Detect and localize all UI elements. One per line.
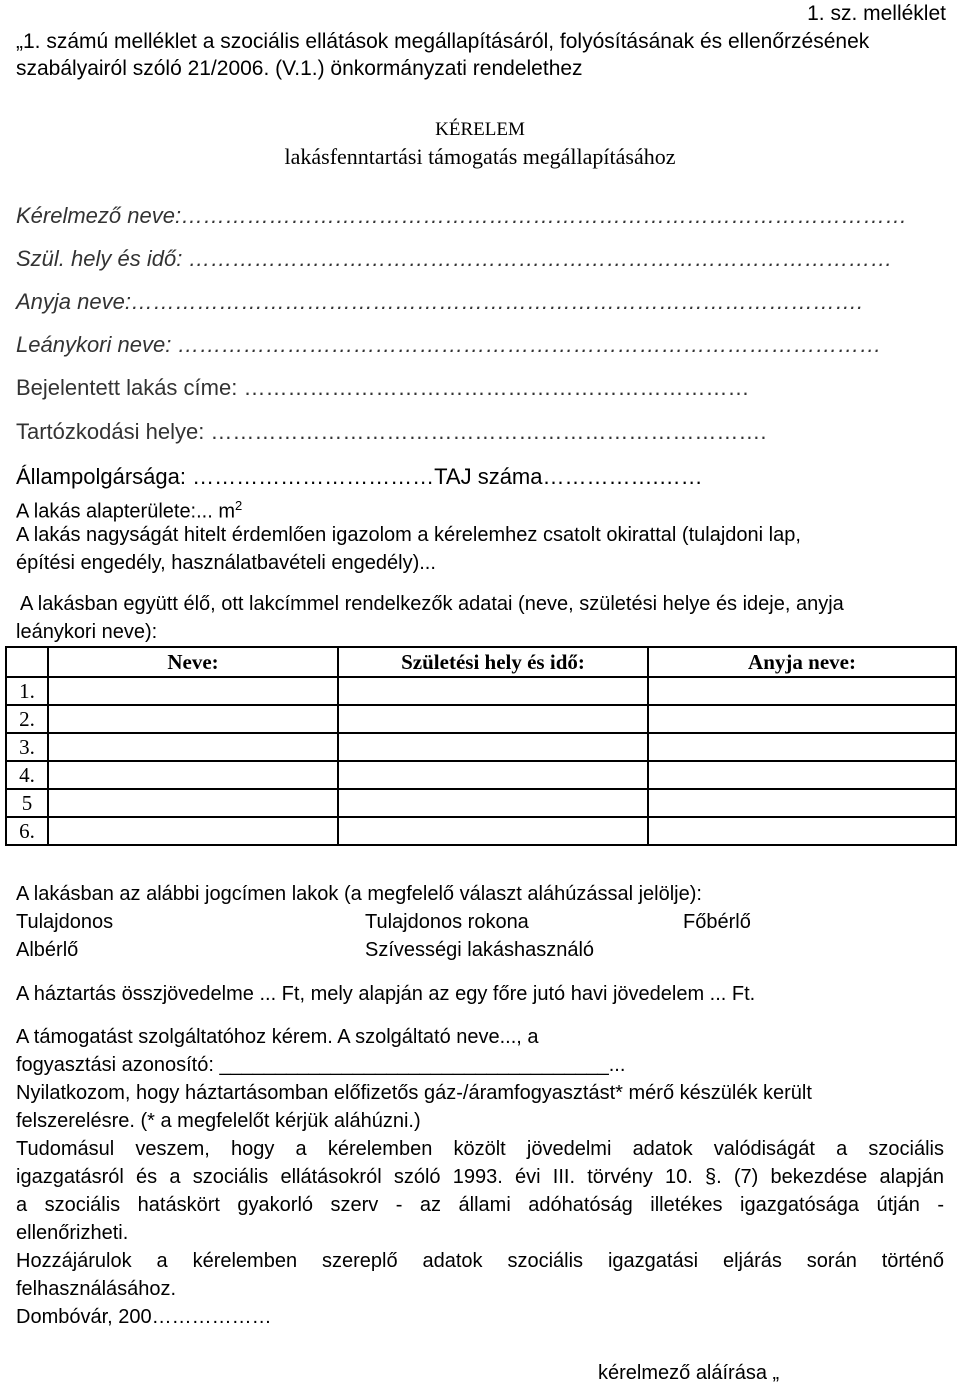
- row-number: 4.: [6, 761, 48, 789]
- floor-area-field[interactable]: A lakás alapterülete:... $m^2$: [16, 498, 243, 523]
- mother-cell[interactable]: [648, 677, 956, 705]
- birth-cell[interactable]: [338, 705, 648, 733]
- household-intro-2: leánykori neve):: [16, 621, 158, 643]
- mother-cell[interactable]: [648, 789, 956, 817]
- citizenship-taj-field[interactable]: Állampolgársága: ……………………………TAJ száma…………….……: [16, 464, 703, 489]
- name-cell[interactable]: [48, 817, 338, 845]
- name-cell[interactable]: [48, 677, 338, 705]
- birth-cell[interactable]: [338, 789, 648, 817]
- consumer-id-field[interactable]: fogyasztási azonosító: ___________________________________...: [16, 1054, 626, 1076]
- residence-field[interactable]: Tartózkodási helye: ………………………………………………………………….: [16, 419, 767, 444]
- mother-cell[interactable]: [648, 817, 956, 845]
- birth-cell[interactable]: [338, 733, 648, 761]
- birth-cell[interactable]: [338, 817, 648, 845]
- column-birth-header: Születési hely és idő:: [338, 647, 648, 677]
- table-row: [6, 817, 956, 845]
- annex-label: 1. sz. melléklet: [807, 2, 946, 25]
- tenure-option-main-tenant[interactable]: Főbérlő: [683, 911, 751, 933]
- form-subtitle: lakásfenntartási támogatás megállapításához: [284, 144, 676, 169]
- reference-line-1: „1. számú melléklet a szociális ellátások megállapításáról, folyósításának és ellenőrzésének: [16, 30, 870, 53]
- tenure-option-favour-use[interactable]: Szívességi lakáshasználó: [365, 939, 595, 961]
- birth-place-date-field[interactable]: Szül. hely és idő: ……………………………………………………………………………………: [16, 246, 893, 271]
- table-row: [6, 677, 956, 705]
- provider-name-field[interactable]: A támogatást szolgáltatóhoz kérem. A szolgáltató neve..., a: [16, 1026, 539, 1048]
- mother-cell[interactable]: [648, 733, 956, 761]
- row-number: 6.: [6, 817, 48, 845]
- acknowledgement-line-2: igazgatásról és a szociális ellátásokról szóló 1993. évi III. törvény 10. §. (7) bekezdése alapján: [16, 1166, 944, 1188]
- name-cell[interactable]: [48, 761, 338, 789]
- form-title: KÉRELEM: [435, 119, 525, 140]
- mother-name-field[interactable]: Anyja neve:……………………………………………………………………………………….: [16, 289, 864, 314]
- column-mother-header: Anyja neve:: [648, 647, 956, 677]
- place-date-field[interactable]: Dombóvár, 200………………: [16, 1306, 272, 1328]
- table-row: [6, 733, 956, 761]
- applicant-name-field[interactable]: Kérelmező neve:………………………………………………………………………………………: [16, 203, 908, 228]
- row-number: 2.: [6, 705, 48, 733]
- household-intro-1: A lakásban együtt élő, ott lakcímmel rendelkezők adatai (neve, születési helye és ideje, anyja: [20, 593, 844, 615]
- acknowledgement-line-3: a szociális hatáskört gyakorló szerv - az állami adóhatóság illetékes igazgatósága útján -: [16, 1194, 944, 1216]
- acknowledgement-line-4: ellenőrizheti.: [16, 1222, 129, 1244]
- tenure-question: A lakásban az alábbi jogcímen lakok (a megfelelő választ aláhúzással jelölje):: [16, 883, 702, 905]
- household-members-table: [5, 646, 957, 846]
- tenure-option-subtenant[interactable]: Albérlő: [16, 939, 79, 961]
- column-name-header: Neve:: [48, 647, 338, 677]
- name-cell[interactable]: [48, 733, 338, 761]
- signature-line[interactable]: kérelmező aláírása „: [598, 1362, 780, 1384]
- name-cell[interactable]: [48, 705, 338, 733]
- table-row: [6, 705, 956, 733]
- row-number: 3.: [6, 733, 48, 761]
- mother-cell[interactable]: [648, 705, 956, 733]
- row-number: 1.: [6, 677, 48, 705]
- meter-declaration-2: felszerelésre. (* a megfelelőt kérjük aláhúzni.): [16, 1110, 421, 1132]
- floor-area-note-1: A lakás nagyságát hitelt érdemlően igazolom a kérelemhez csatolt okirattal (tulajdoni lap,: [16, 524, 801, 546]
- household-income-field[interactable]: A háztartás összjövedelme ... Ft, mely alapján az egy főre jutó havi jövedelem ... Ft.: [16, 983, 756, 1005]
- tenure-option-owner[interactable]: Tulajdonos: [16, 911, 114, 933]
- acknowledgement-line-1: Tudomásul veszem, hogy a kérelemben közölt jövedelmi adatok valódiságát a szociális: [16, 1138, 944, 1160]
- consent-line-2: felhasználásához.: [16, 1278, 177, 1300]
- reference-line-2: szabályairól szóló 21/2006. (V.1.) önkormányzati rendelethez: [16, 57, 583, 80]
- registered-address-field[interactable]: Bejelentett lakás címe: ……………………………………………………………: [16, 375, 750, 400]
- consent-line-1: Hozzájárulok a kérelemben szereplő adatok szociális igazgatási eljárás során történő: [16, 1250, 944, 1272]
- table-row: [6, 789, 956, 817]
- table-header-row: [6, 647, 956, 677]
- birth-cell[interactable]: [338, 761, 648, 789]
- maiden-name-field[interactable]: Leánykori neve: ……………………………………………………………………………………: [16, 332, 882, 357]
- table-row: [6, 761, 956, 789]
- birth-cell[interactable]: [338, 677, 648, 705]
- mother-cell[interactable]: [648, 761, 956, 789]
- meter-declaration-1: Nyilatkozom, hogy háztartásomban előfizetős gáz-/áramfogyasztást* mérő készülék került: [16, 1082, 812, 1104]
- row-number: 5: [6, 789, 48, 817]
- floor-area-note-2: építési engedély, használatbavételi engedély)...: [16, 552, 436, 574]
- name-cell[interactable]: [48, 789, 338, 817]
- tenure-option-owner-relative[interactable]: Tulajdonos rokona: [365, 911, 529, 933]
